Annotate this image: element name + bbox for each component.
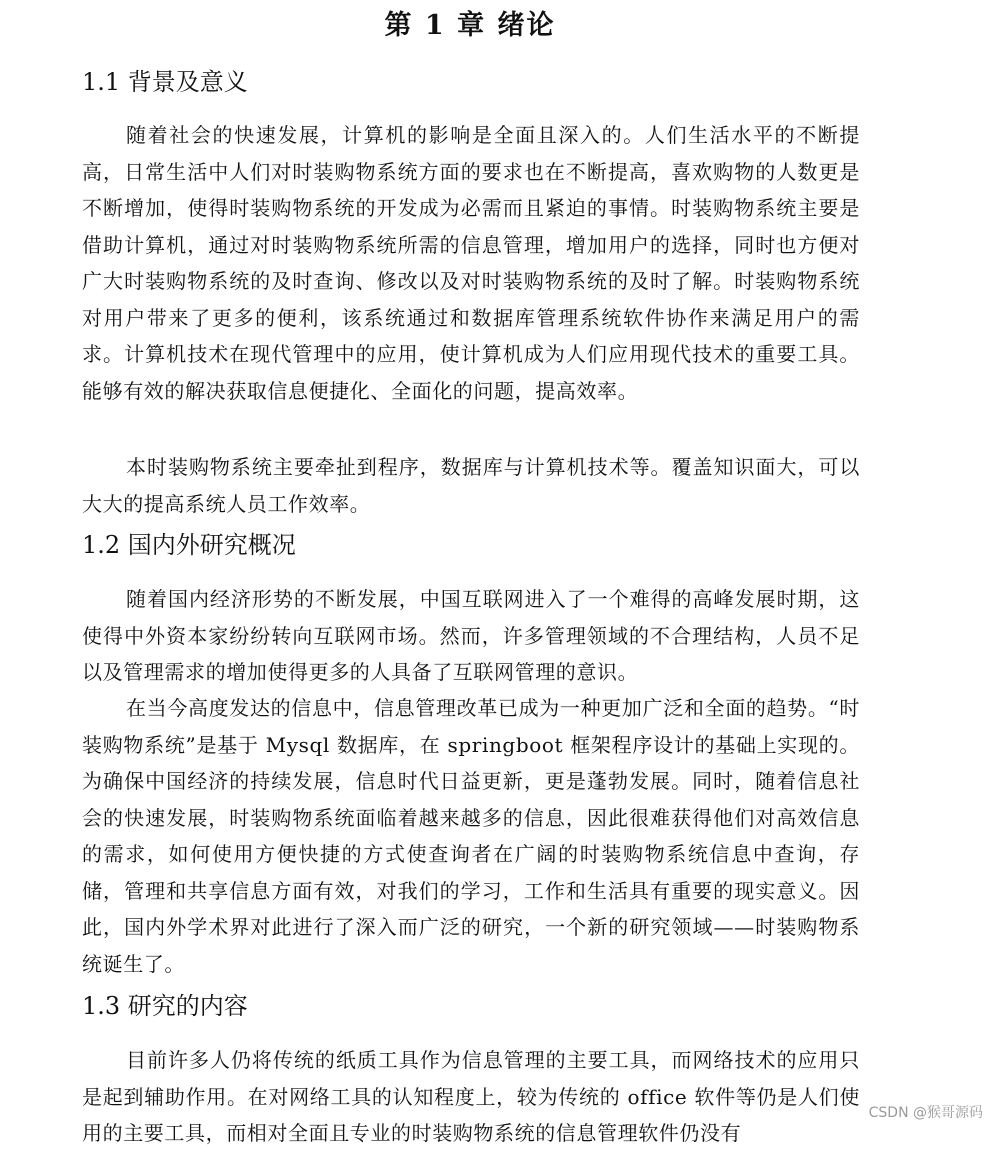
section-heading-research-overview: 1.2 国内外研究概况: [82, 531, 296, 559]
section-heading-background: 1.1 背景及意义: [82, 68, 248, 96]
csdn-watermark: CSDN @猴哥源码: [865, 1101, 987, 1123]
paragraph-overview-1: 随着国内经济形势的不断发展，中国互联网进入了一个难得的高峰发展时期，这使得中外资本家纷纷转向互联网市场。然而，许多管理领域的不合理结构，人员不足以及管理需求的增加使得更多的人具备了互联网管理的意识。: [82, 587, 860, 684]
paragraph-overview-2: 在当今高度发达的信息中，信息管理改革已成为一种更加广泛和全面的趋势。“时装购物系统”是基于 Mysql 数据库，在 springboot 框架程序设计的基础上实现的。为确保中国经济的持续发展，信息时代日益更新，更是蓬勃发展。同时，随着信息社会的快速发展，时装购物系统面临着越来越多的信息，因此很难获得他们对高效信息的需求，如何使用方便快捷的方式使查询者在广阔的时装购物系统信息中查询，存储，管理和共享信息方面有效，对我们的学习，工作和生活具有重要的现实意义。因此，国内外学术界对此进行了深入而广泛的研究，一个新的研究领域——时装购物系统诞生了。: [82, 696, 860, 976]
chapter-title: 第 1 章 绪论: [384, 10, 556, 41]
paragraph-background-2: 本时装购物系统主要牵扯到程序，数据库与计算机技术等。覆盖知识面大，可以大大的提高系统人员工作效率。: [82, 455, 860, 516]
paragraph-background-1: 随着社会的快速发展，计算机的影响是全面且深入的。人们生活水平的不断提高，日常生活中人们对时装购物系统方面的要求也在不断提高，喜欢购物的人数更是不断增加，使得时装购物系统的开发成为必需而且紧迫的事情。时装购物系统主要是借助计算机，通过对时装购物系统所需的信息管理，增加用户的选择，同时也方便对广大时装购物系统的及时查询、修改以及对时装购物系统的及时了解。时装购物系统对用户带来了更多的便利，该系统通过和数据库管理系统软件协作来满足用户的需求。计算机技术在现代管理中的应用，使计算机成为人们应用现代技术的重要工具。能够有效的解决获取信息便捷化、全面化的问题，提高效率。: [82, 123, 860, 403]
section-heading-research-content: 1.3 研究的内容: [82, 992, 248, 1020]
paragraph-content-1: 目前许多人仍将传统的纸质工具作为信息管理的主要工具，而网络技术的应用只是起到辅助作用。在对网络工具的认知程度上，较为传统的 office 软件等仍是人们使用的主要工具，而相对全面且专业的时装购物系统的信息管理软件仍没有: [82, 1048, 860, 1145]
